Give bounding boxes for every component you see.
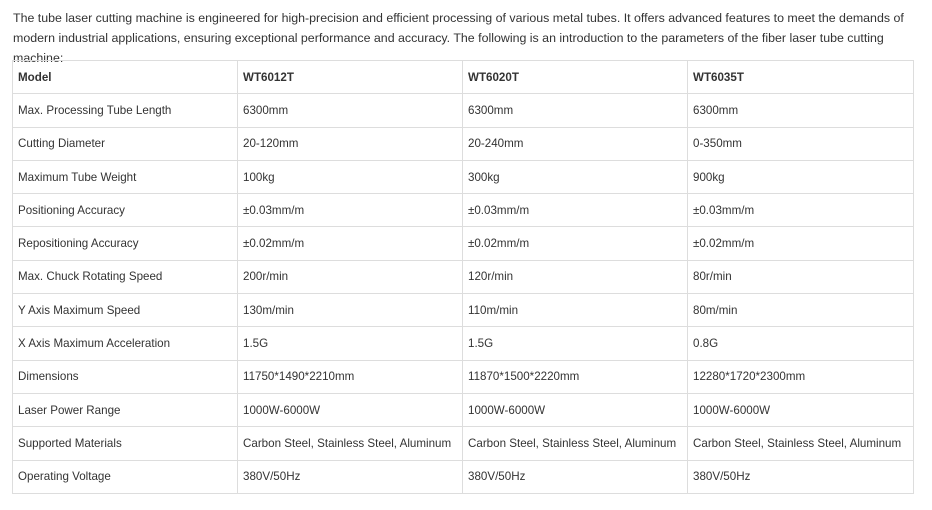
table-cell: ±0.02mm/m: [688, 227, 914, 260]
table-cell: 6300mm: [463, 94, 688, 127]
table-cell: Carbon Steel, Stainless Steel, Aluminum: [463, 427, 688, 460]
header-cell-wt6012t: WT6012T: [238, 61, 463, 94]
table-cell: 1.5G: [463, 327, 688, 360]
table-cell: 120r/min: [463, 260, 688, 293]
row-label: X Axis Maximum Acceleration: [13, 327, 238, 360]
table-cell: 0.8G: [688, 327, 914, 360]
table-row: [13, 460, 914, 493]
table-cell: Carbon Steel, Stainless Steel, Aluminum: [238, 427, 463, 460]
table-cell: 380V/50Hz: [238, 460, 463, 493]
table-cell: 300kg: [463, 160, 688, 193]
table-cell: 6300mm: [238, 94, 463, 127]
spec-table: [12, 60, 914, 494]
table-cell: 20-120mm: [238, 127, 463, 160]
intro-paragraph: The tube laser cutting machine is engineered for high-precision and efficient processing of various metal tubes. It offers advanced features to meet the demands of modern industrial applications, ensuring exceptional performance and accuracy. The following is an introduction to the parameters of the fiber laser tube cutting machine:: [13, 11, 904, 65]
row-label: Laser Power Range: [13, 393, 238, 426]
table-row: [13, 94, 914, 127]
row-label: Max. Processing Tube Length: [13, 94, 238, 127]
table-cell: 11750*1490*2210mm: [238, 360, 463, 393]
row-label: Operating Voltage: [13, 460, 238, 493]
table-cell: 1000W-6000W: [463, 393, 688, 426]
table-cell: 1000W-6000W: [688, 393, 914, 426]
table-header-row: [13, 61, 914, 94]
table-cell: 12280*1720*2300mm: [688, 360, 914, 393]
header-cell-wt6035t: WT6035T: [688, 61, 914, 94]
table-cell: 80m/min: [688, 294, 914, 327]
table-cell: ±0.02mm/m: [238, 227, 463, 260]
row-label: Y Axis Maximum Speed: [13, 294, 238, 327]
table-cell: 900kg: [688, 160, 914, 193]
table-row: [13, 294, 914, 327]
table-cell: 11870*1500*2220mm: [463, 360, 688, 393]
table-cell: 0-350mm: [688, 127, 914, 160]
table-cell: Carbon Steel, Stainless Steel, Aluminum: [688, 427, 914, 460]
table-cell: 6300mm: [688, 94, 914, 127]
table-cell: ±0.03mm/m: [463, 194, 688, 227]
header-cell-wt6020t: WT6020T: [463, 61, 688, 94]
table-cell: 380V/50Hz: [463, 460, 688, 493]
row-label: Supported Materials: [13, 427, 238, 460]
table-cell: 80r/min: [688, 260, 914, 293]
header-cell-model: Model: [13, 61, 238, 94]
table-row: [13, 194, 914, 227]
table-row: [13, 260, 914, 293]
table-cell: 110m/min: [463, 294, 688, 327]
table-row: [13, 127, 914, 160]
row-label: Maximum Tube Weight: [13, 160, 238, 193]
table-row: [13, 427, 914, 460]
row-label: Cutting Diameter: [13, 127, 238, 160]
table-cell: 100kg: [238, 160, 463, 193]
table-cell: 1000W-6000W: [238, 393, 463, 426]
table-row: [13, 393, 914, 426]
table-cell: 20-240mm: [463, 127, 688, 160]
table-cell: 200r/min: [238, 260, 463, 293]
row-label: Positioning Accuracy: [13, 194, 238, 227]
table-cell: ±0.03mm/m: [238, 194, 463, 227]
table-row: [13, 360, 914, 393]
table-cell: 1.5G: [238, 327, 463, 360]
table-row: [13, 160, 914, 193]
table-row: [13, 327, 914, 360]
row-label: Dimensions: [13, 360, 238, 393]
table-cell: ±0.03mm/m: [688, 194, 914, 227]
table-cell: 130m/min: [238, 294, 463, 327]
table-cell: 380V/50Hz: [688, 460, 914, 493]
table-row: [13, 227, 914, 260]
row-label: Max. Chuck Rotating Speed: [13, 260, 238, 293]
row-label: Repositioning Accuracy: [13, 227, 238, 260]
table-cell: ±0.02mm/m: [463, 227, 688, 260]
